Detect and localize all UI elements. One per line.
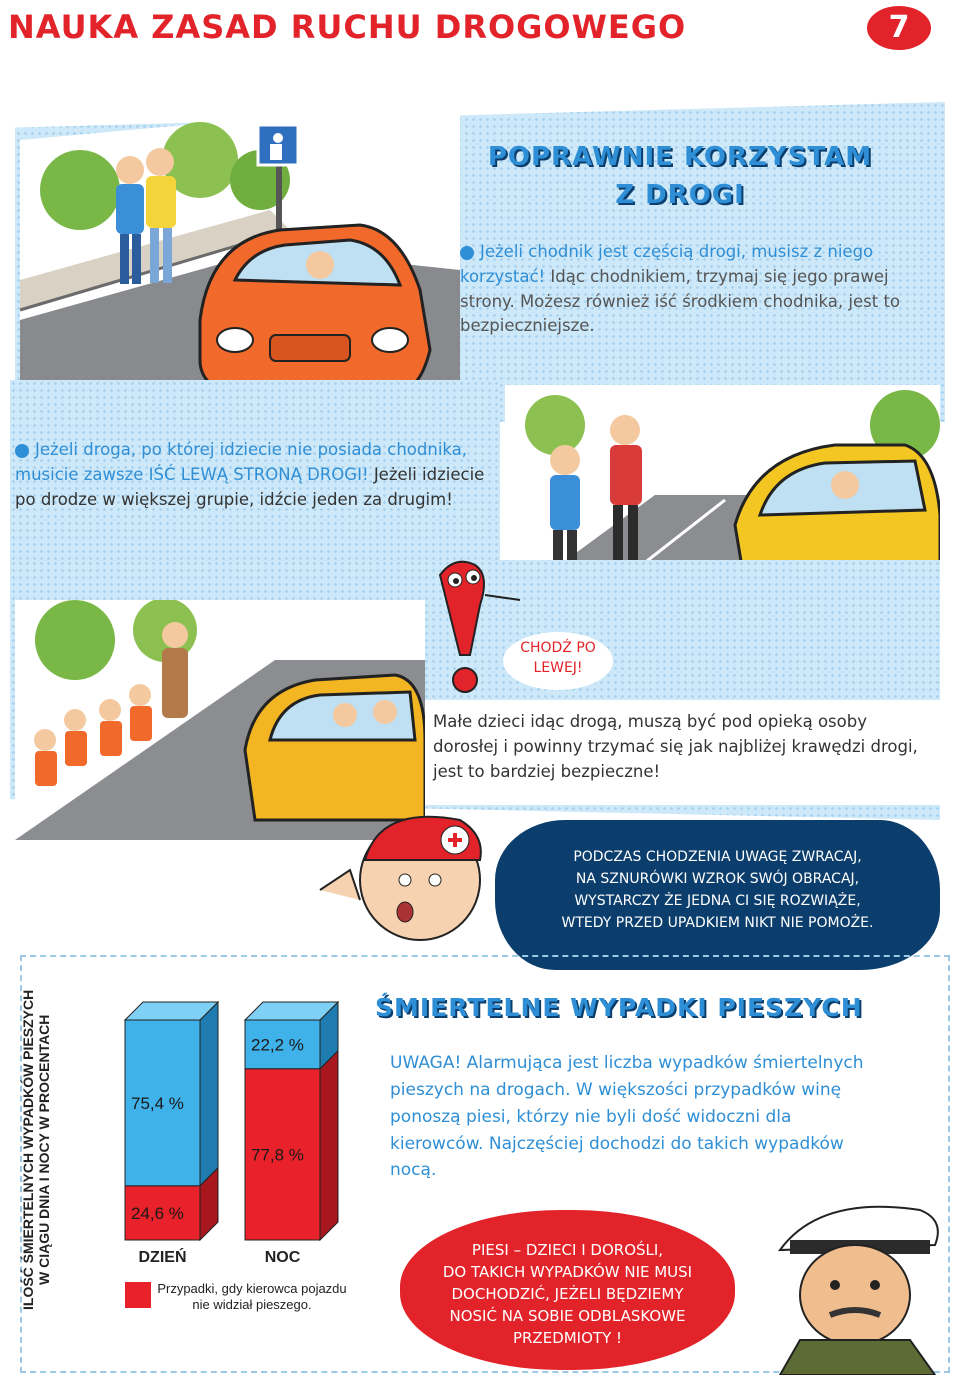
legend-text-line1: Przypadki, gdy kierowca pojazdu [157,1281,347,1296]
section2-rest: Jeżeli idziecie po drodze w większej grupie, idźcie jeden za drugim! [15,464,485,509]
bullet-icon [460,246,474,260]
rhyme-line1: PODCZAS CHODZENIA UWAGĘ ZWRACAJ, [573,849,862,865]
speech-line2: LEWEJ! [533,660,583,676]
legend-swatch [125,1282,151,1308]
warning-line3: DOCHODZIĆ, JEŻELI BĘDZIEMY [451,1285,684,1303]
section1-paragraph [460,240,915,339]
rhyme-line3: WYSTARCZY ŻE JEDNA CI SIĘ ROZWIĄŻE, [574,893,861,909]
speech-bubble [503,632,613,690]
rhyme-line4: WTEDY PRZED UPADKIEM NIKT NIE POMOŻE. [561,915,874,931]
warning-line2: DO TAKICH WYPADKÓW NIE MUSI [442,1263,693,1281]
bar-side-blue [200,1002,218,1186]
section4-title: ŚMIERTELNE WYPADKI PIESZYCH [375,993,863,1022]
warning-line4: NOSIĆ NA SOBIE ODBLASKOWE [449,1307,686,1325]
adult-figure [162,622,188,718]
category-label: NOC [264,1249,301,1266]
section2-emphasis: Jeżeli droga, po której idziecie nie posiada chodnika, musicie zawsze IŚĆ LEWĄ STRONĄ DROGI! [15,440,468,484]
illustration-children-sidewalk [20,100,460,400]
data-label-blue: 22,2 % [251,1035,304,1055]
chart-ylabel [20,965,100,1335]
bar-side-red [320,1051,338,1240]
section4-paragraph: UWAGA! Alarmująca jest liczba wypadków śmiertelnych pieszych na drogach. W większości przypadków winę ponoszą piesi, którzy nie byli dość widoczni dla kierowców. Najczęściej dochodzi do takich wypadków nocą. [390,1053,864,1181]
section2-paragraph [15,438,485,512]
page-number-badge: 7 [867,6,931,50]
section1-rest: Idąc chodnikiem, trzymaj się jego prawej strony. Możesz również iść środkiem chodnika, jest to bezpieczniejsze. [460,266,901,336]
chart-ylabel-line1: ILOŚĆ ŚMIERTELNYCH WYPADKÓW PIESZYCH [20,989,36,1311]
category-label: DZIEŃ [138,1249,187,1266]
police-officer-illustration [760,1190,950,1375]
bullet-icon [15,444,29,458]
section1-emphasis: Jeżeli chodnik jest częścią drogi, musisz z niego korzystać! [460,242,874,286]
data-label-red: 24,6 % [131,1203,184,1223]
data-label-red: 77,8 % [251,1145,304,1165]
chart-ylabel-line2: W CIĄGU DNIA I NOCY W PROCENTACH [36,1014,52,1286]
speech-line1: CHODŹ PO [520,640,596,656]
data-label-blue: 75,4 % [131,1093,184,1113]
legend-text-line2: nie widział pieszego. [192,1297,312,1312]
yellow-van [245,675,425,820]
warning-line1: PIESI – DZIECI I DOROŚLI, [471,1241,664,1259]
section3-paragraph: Małe dzieci idąc drogą, muszą być pod opieką osoby dorosłej i powinny trzymać się jak najbliżej krawędzi drogi, jest to bardziej bezpieczne! [433,712,918,781]
warning-line5: PRZEDMIOTY ! [512,1329,623,1347]
section1-title-line1: POPRAWNIE KORZYSTAM [487,142,873,172]
page-title: NAUKA ZASAD RUCHU DROGOWEGO [8,8,687,46]
section1-title-line2: Z DROGI [615,180,745,210]
exclamation-mascot-icon [415,555,525,705]
orange-car [200,225,430,390]
chart [100,970,370,1340]
rhyme-line2: NA SZNURÓWKI WZROK SWÓJ OBRACAJ, [575,871,860,887]
